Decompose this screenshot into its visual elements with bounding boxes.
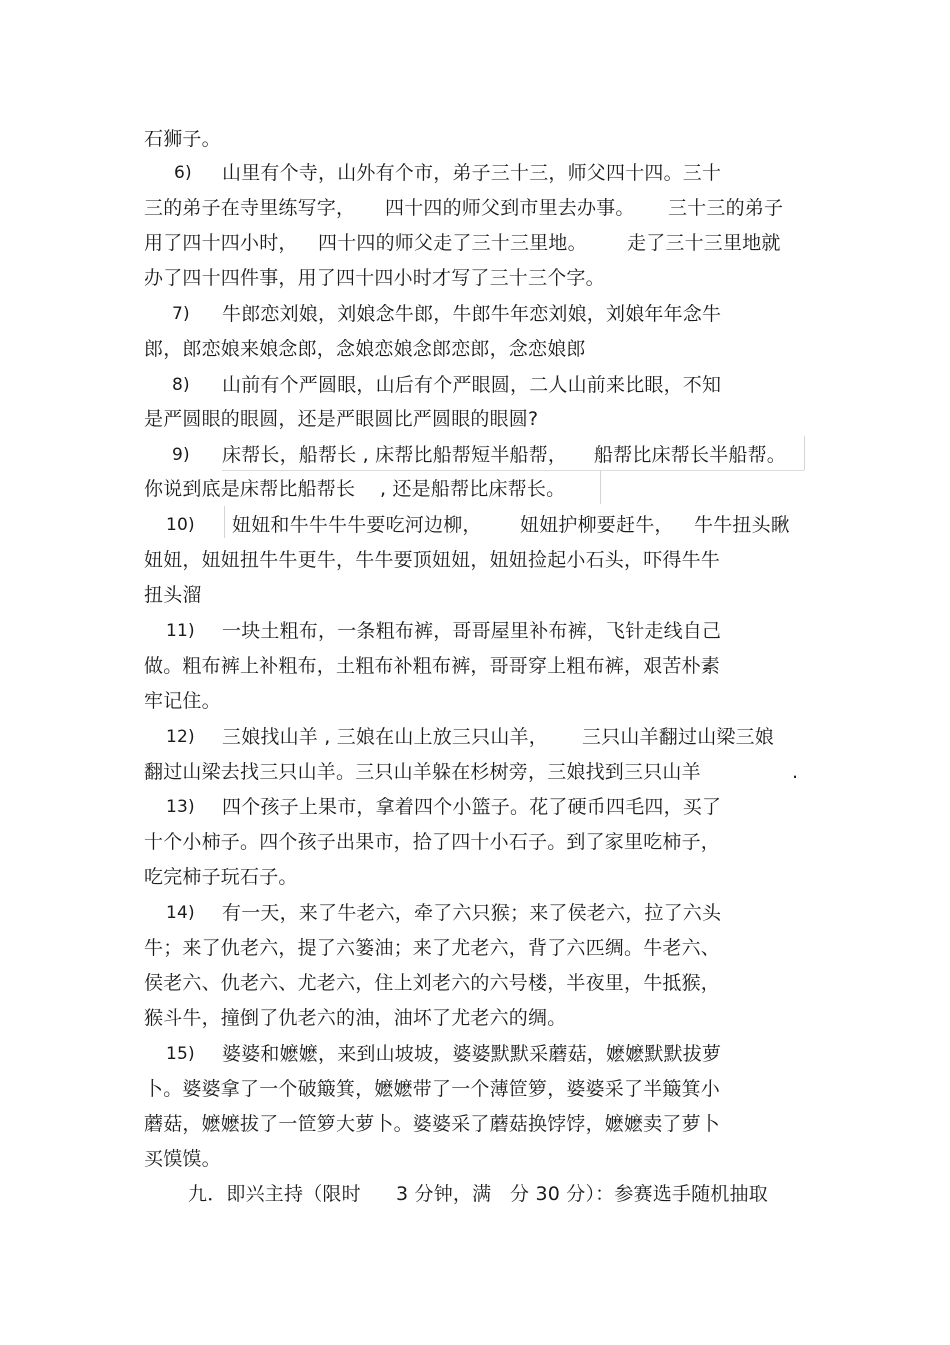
scan-rule	[804, 436, 805, 470]
text-line	[0, 722, 950, 752]
text-segment: 侯老六、仇老六、尤老六，住上刘老六的六号楼，半夜里，牛抵猴，	[144, 972, 721, 994]
text-segment: 石狮子。	[144, 128, 221, 150]
text-segment: 十个小柿子。四个孩子出果市，拾了四十小石子。到了家里吃柿子，	[144, 831, 721, 853]
text-line	[0, 616, 950, 646]
text-segment: 蘑菇，嬷嬷拔了一笸箩大萝卜。婆婆采了蘑菇换饽饽，嬷嬷卖了萝卜	[144, 1113, 721, 1135]
text-line	[0, 1003, 950, 1033]
text-segment: .	[792, 761, 799, 783]
text-segment: 船帮比床帮长半船帮。	[594, 444, 787, 466]
text-line	[0, 124, 950, 154]
text-line	[0, 263, 950, 293]
text-segment: 翻过山梁去找三只山羊。三只山羊躲在杉树旁，三娘找到三只山羊	[144, 761, 701, 783]
item-number: 7)	[172, 304, 190, 324]
text-segment: 四十四的师父到市里去办事。	[385, 197, 635, 219]
text-line	[0, 757, 950, 787]
text-line	[0, 158, 950, 188]
text-segment: 用了四十四小时，	[144, 232, 298, 254]
text-line	[0, 228, 950, 258]
text-segment: 牛郎恋刘娘，刘娘念牛郎，牛郎牛年恋刘娘，刘娘年年念牛	[222, 303, 722, 325]
item-number: 13)	[166, 797, 195, 817]
text-segment: 是严圆眼的眼圆，还是严眼圆比严圆眼的眼圆?	[144, 408, 539, 430]
text-line	[0, 1074, 950, 1104]
text-segment: 吃完柿子玩石子。	[144, 866, 298, 888]
text-line	[0, 193, 950, 223]
text-segment: 妞妞和牛牛牛牛要吃河边柳，	[232, 514, 482, 536]
text-segment: 山里有个寺，山外有个市，弟子三十三，师父四十四。三十	[222, 162, 722, 184]
text-segment: 三十三的弟子	[668, 197, 784, 219]
text-line	[0, 474, 950, 504]
text-segment: 扭头溜	[144, 584, 202, 606]
text-segment: 你说到底是床帮比船帮长	[144, 478, 356, 500]
item-number: 6)	[174, 163, 192, 183]
text-line	[0, 510, 950, 540]
text-segment: 婆婆和嬷嬷，来到山坡坡，婆婆默默采蘑菇，嬷嬷默默拔萝	[222, 1043, 722, 1065]
text-line	[0, 792, 950, 822]
text-segment: 办了四十四件事，用了四十四小时才写了三十三个字。	[144, 267, 605, 289]
item-number: 9)	[172, 445, 190, 465]
text-segment: 三的弟子在寺里练写字，	[144, 197, 356, 219]
text-line	[0, 968, 950, 998]
scan-rule	[224, 506, 225, 538]
text-segment: 做。粗布裤上补粗布，土粗布补粗布裤，哥哥穿上粗布裤，艰苦朴素	[144, 655, 721, 677]
text-line	[0, 580, 950, 610]
scan-rule	[222, 470, 804, 471]
text-line	[0, 370, 950, 400]
text-segment: 三只山羊翻过山梁三娘	[582, 726, 775, 748]
text-segment: 牛；来了仇老六，提了六篓油；来了尤老六，背了六匹绸。牛老六、	[144, 937, 721, 959]
text-segment: 山前有个严圆眼，山后有个严眼圆，二人山前来比眼，不知	[222, 374, 722, 396]
text-segment: 三娘找山羊 , 三娘在山上放三只山羊，	[222, 726, 548, 748]
text-line	[0, 1179, 950, 1209]
text-segment: 四十四的师父走了三十三里地。	[318, 232, 587, 254]
item-number: 8)	[172, 375, 190, 395]
text-segment: 有一天，来了牛老六，牵了六只猴；来了侯老六，拉了六头	[222, 902, 722, 924]
text-line	[0, 440, 950, 470]
text-line	[0, 651, 950, 681]
text-segment: 一块土粗布，一条粗布裤，哥哥屋里补布裤，飞针走线自己	[222, 620, 722, 642]
text-segment: 3 分钟，满	[396, 1183, 492, 1205]
item-number: 14)	[166, 903, 195, 923]
text-line	[0, 933, 950, 963]
text-line	[0, 1144, 950, 1174]
item-number: 11)	[166, 621, 195, 641]
text-segment: 床帮长，船帮长 , 床帮比船帮短半船帮，	[222, 444, 568, 466]
text-segment: 走了三十三里地就	[627, 232, 781, 254]
text-line	[0, 1109, 950, 1139]
text-segment: 卜。婆婆拿了一个破簸箕，嬷嬷带了一个薄笸箩，婆婆采了半簸箕小	[144, 1078, 721, 1100]
scan-rule	[600, 470, 601, 504]
text-segment: , 还是船帮比床帮长。	[380, 478, 566, 500]
text-segment: 买馍馍。	[144, 1148, 221, 1170]
text-line	[0, 334, 950, 364]
text-line	[0, 686, 950, 716]
item-number: 15)	[166, 1044, 195, 1064]
text-segment: 妞妞护柳要赶牛，	[520, 514, 674, 536]
text-segment: 郎，郎恋娘来娘念郎，念娘恋娘念郎恋郎，念恋娘郎	[144, 338, 586, 360]
text-segment: 四个孩子上果市，拿着四个小篮子。花了硬币四毛四，买了	[222, 796, 722, 818]
text-line	[0, 862, 950, 892]
text-segment: 分 30 分）：参赛选手随机抽取	[510, 1183, 768, 1205]
item-number: 10)	[166, 515, 195, 535]
text-line	[0, 299, 950, 329]
text-segment: 牢记住。	[144, 690, 221, 712]
text-line	[0, 1039, 950, 1069]
item-number: 12)	[166, 727, 195, 747]
text-segment: 妞妞，妞妞扭牛牛更牛，牛牛要顶妞妞，妞妞捡起小石头，吓得牛牛	[144, 549, 721, 571]
text-line	[0, 404, 950, 434]
text-segment: 九．即兴主持（限时	[188, 1183, 361, 1205]
text-segment: 牛牛扭头瞅	[694, 514, 791, 536]
text-line	[0, 898, 950, 928]
text-segment: 猴斗牛，撞倒了仇老六的油，油坏了尤老六的绸。	[144, 1007, 567, 1029]
text-line	[0, 545, 950, 575]
text-line	[0, 827, 950, 857]
